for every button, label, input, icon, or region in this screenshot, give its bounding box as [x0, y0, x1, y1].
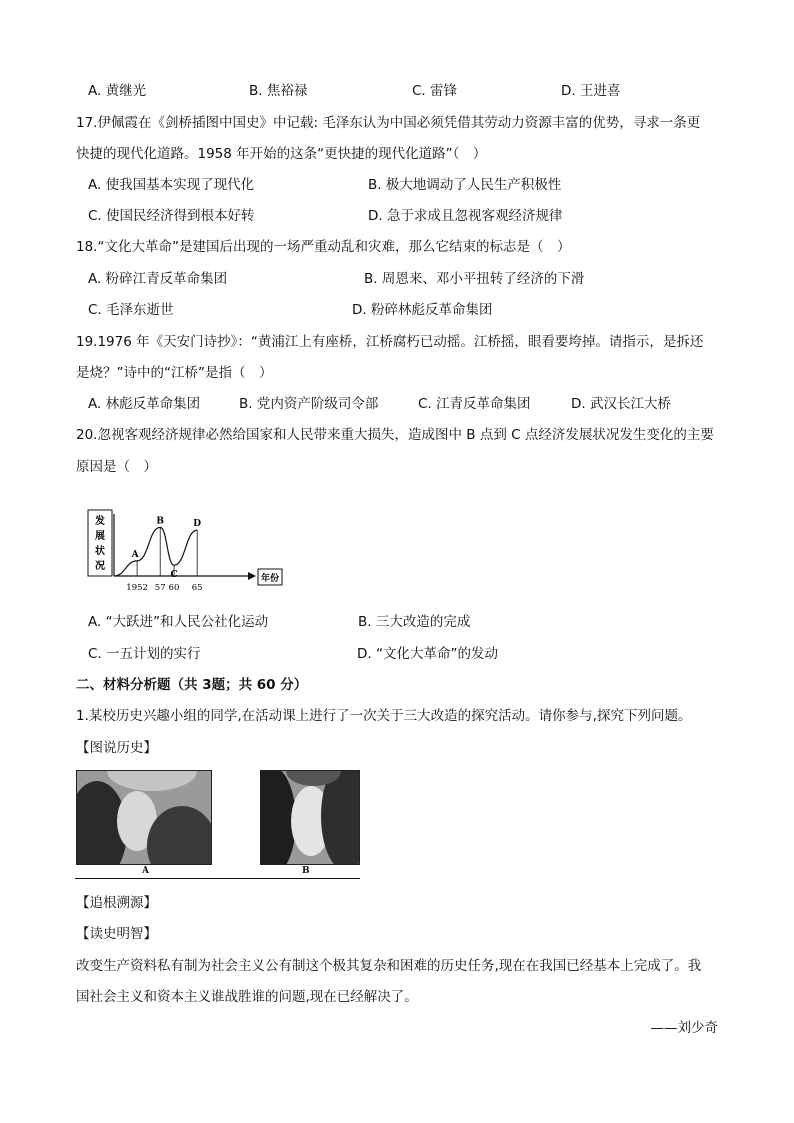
q16-option-a: A. 黄继光 — [88, 83, 147, 99]
photo-a-caption: A — [142, 866, 149, 876]
q19-stem-line1: 19.1976 年《天安门诗抄》：“黄浦江上有座桥，江桥腐朽已动摇。江桥摇，眼看要垮掉。请指示，是拆还 — [76, 334, 704, 350]
y-axis-label — [94, 514, 105, 572]
y-axis-label-char: 况 — [95, 561, 105, 572]
m1-dushi-heading: 【读史明智】 — [76, 926, 157, 942]
q16-option-c: C. 雷锋 — [412, 83, 458, 99]
photo-b — [260, 770, 360, 865]
q20-option-b: B. 三大改造的完成 — [358, 614, 471, 630]
y-axis-label-char: 发 — [95, 516, 105, 527]
x-tick-label: 65 — [191, 583, 203, 593]
x-tick-label: 60 — [168, 583, 180, 593]
q17-stem-line2: 快捷的现代化道路。1958 年开始的这条“更快捷的现代化道路”（ ） — [76, 146, 487, 162]
q18-option-d: D. 粉碎林彪反革命集团 — [352, 302, 493, 318]
q19-option-c: C. 江青反革命集团 — [418, 396, 531, 412]
x-tick-label: 1952 — [126, 583, 148, 593]
development-curve — [114, 527, 197, 576]
m1-quote-author: ——刘少奇 — [650, 1020, 718, 1036]
economic-development-chart — [86, 506, 286, 596]
m1-quote-line2: 国社会主义和资本主义谁战胜谁的问题,现在已经解决了。 — [76, 989, 418, 1005]
q16-option-d: D. 王进喜 — [561, 83, 621, 99]
photo-a — [76, 770, 212, 865]
point-B-label: B — [156, 516, 165, 527]
x-axis-label: 年份 — [260, 574, 280, 584]
q16-option-b: B. 焦裕禄 — [249, 83, 308, 99]
x-axis-arrow — [248, 572, 256, 580]
m1-intro: 1.某校历史兴趣小组的同学,在活动课上进行了一次关于三大改造的探究活动。请你参与,探究下列问题。 — [76, 708, 692, 724]
point-C-label: C — [170, 570, 178, 581]
q20-option-a: A. “大跃进”和人民公社化运动 — [88, 614, 269, 630]
point-D-label: D — [193, 519, 202, 530]
m1-zhuigen-heading: 【追根溯源】 — [76, 895, 157, 911]
q18-option-c: C. 毛泽东逝世 — [88, 302, 174, 318]
q17-option-b: B. 极大地调动了人民生产积极性 — [368, 177, 562, 193]
q20-stem-line1: 20.忽视客观经济规律必然给国家和人民带来重大损失，造成图中 B 点到 C 点经济发展状况发生变化的主要 — [76, 427, 714, 443]
q17-stem-line1: 17.伊佩霞在《剑桥插图中国史》中记载: 毛泽东认为中国必须凭借其劳动力资源丰富的优势，寻求一条更 — [76, 115, 701, 131]
point-A-label: A — [131, 549, 139, 560]
y-axis-label-char: 状 — [95, 546, 105, 557]
q20-stem-line2: 原因是（ ） — [76, 459, 157, 475]
section2-heading: 二、材料分析题（共 3题；共 60 分） — [76, 677, 308, 693]
m1-quote-line1: 改变生产资料私有制为社会主义公有制这个极其复杂和困难的历史任务,现在在我国已经基本上完成了。我 — [76, 958, 702, 974]
q19-option-d: D. 武汉长江大桥 — [571, 396, 671, 412]
x-tick-label: 57 — [154, 583, 166, 593]
q19-stem-line2: 是烧？”诗中的“江桥”是指（ ） — [76, 365, 273, 381]
photo-b-caption: B — [302, 866, 310, 876]
y-axis-label-char: 展 — [95, 531, 105, 542]
m1-tushuo-heading: 【图说历史】 — [76, 740, 157, 756]
q20-option-d: D. “文化大革命”的发动 — [357, 646, 498, 662]
q17-option-c: C. 使国民经济得到根本好转 — [88, 208, 255, 224]
q18-stem: 18.“文化大革命”是建国后出现的一场严重动乱和灾难，那么它结束的标志是（ ） — [76, 239, 571, 255]
q18-option-b: B. 周恩来、邓小平扭转了经济的下滑 — [364, 271, 585, 287]
q20-option-c: C. 一五计划的实行 — [88, 646, 201, 662]
q19-option-b: B. 党内资产阶级司令部 — [239, 396, 379, 412]
q19-option-a: A. 林彪反革命集团 — [88, 396, 201, 412]
q17-option-d: D. 急于求成且忽视客观经济规律 — [368, 208, 563, 224]
q18-option-a: A. 粉碎江青反革命集团 — [88, 271, 228, 287]
q17-option-a: A. 使我国基本实现了现代化 — [88, 177, 255, 193]
